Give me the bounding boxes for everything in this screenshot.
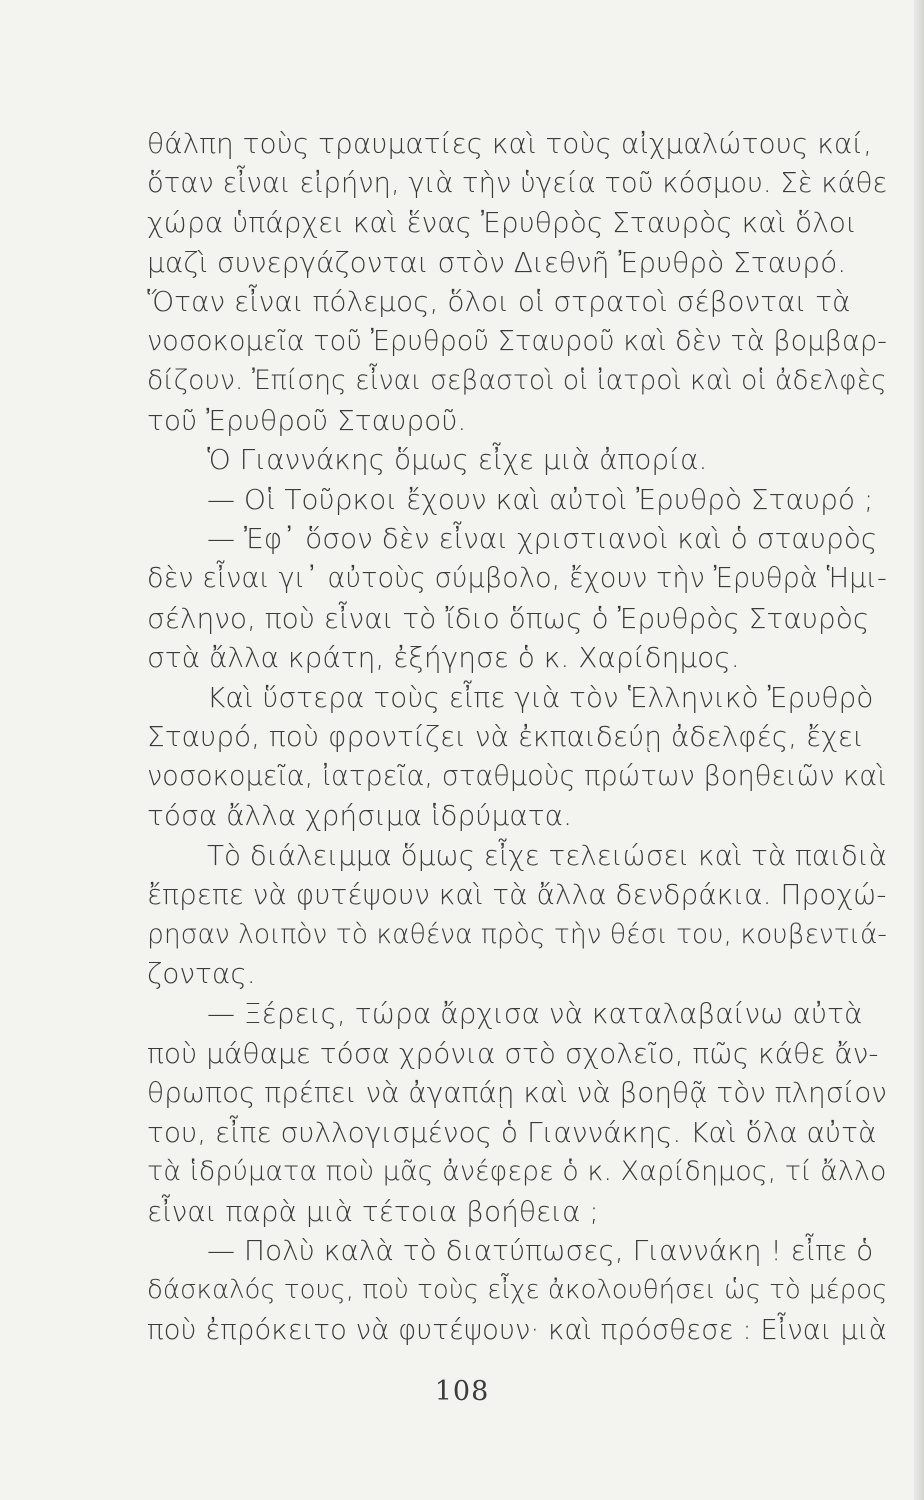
text-line: Καὶ ὕστερα τοὺς εἶπε γιὰ τὸν Ἑλληνικὸ Ἐρυθρὸ [207,680,874,714]
text-line: — Ξέρεις, τώρα ἄρχισα νὰ καταλαβαίνω αὐτὰ [207,997,863,1031]
text-line: μαζὶ συνεργάζονται στὸν Διεθνῆ Ἐρυθρὸ Σταυρό. [147,245,847,279]
text-line: εἶναι παρὰ μιὰ τέτοια βοήθεια ; [147,1194,599,1228]
text-line: Τὸ διάλειμμα ὅμως εἶχε τελειώσει καὶ τὰ παιδιὰ [207,838,887,872]
text-line: ἔπρεπε νὰ φυτέψουν καὶ τὰ ἄλλα δενδράκια. Προχώ- [147,878,887,912]
text-line: ρησαν λοιπὸν τὸ καθένα πρὸς τὴν θέσι του, κουβεντιά- [147,918,887,950]
text-line: — Πολὺ καλὰ τὸ διατύπωσες, Γιαννάκη ! εἶπε ὁ [207,1234,874,1268]
text-line: ὅταν εἶναι εἰρήνη, γιὰ τὴν ὑγεία τοῦ κόσμου. Σὲ κάθε [147,167,888,199]
text-line: Ὅταν εἶναι πόλεμος, ὅλοι οἱ στρατοὶ σέβονται τὰ [147,285,851,319]
text-line: δίζουν. Ἐπίσης εἶναι σεβαστοὶ οἱ ἰατροὶ καὶ οἱ ἀδελφὲς [147,365,887,397]
text-line: Σταυρό, ποὺ φροντίζει νὰ ἐκπαιδεύῃ ἀδελφές, ἔχει [147,720,864,754]
text-line: νοσοκομεῖα, ἰατρεῖα, σταθμοὺς πρώτων βοηθειῶν καὶ [147,760,887,792]
text-line: τοῦ Ἐρυθροῦ Σταυροῦ. [147,403,467,437]
text-line: ποὺ ἐπρόκειτο νὰ φυτέψουν· καὶ πρόσθεσε : Εἶναι μιὰ [147,1313,887,1347]
text-line: θάλπη τοὺς τραυματίες καὶ τοὺς αἰχμαλώτους καί, [147,127,873,160]
text-line: ποὺ μάθαμε τόσα χρόνια στὸ σχολεῖο, πῶς κάθε ἄν- [147,1036,879,1070]
text-line: νοσοκομεῖα τοῦ Ἐρυθροῦ Σταυροῦ καὶ δὲν τὰ βομβαρ- [147,325,887,357]
text-line: του, εἶπε συλλογισμένος ὁ Γιαννάκης. Καὶ ὅλα αὐτὰ [147,1115,877,1149]
page-number: 108 [434,1376,490,1407]
text-line: — Οἱ Τοῦρκοι ἔχουν καὶ αὐτοὶ Ἐρυθρὸ Σταυρό ; [207,482,874,516]
text-line: Ὁ Γιαννάκης ὅμως εἶχε μιὰ ἀπορία. [207,443,708,477]
text-line: χώρα ὑπάρχει καὶ ἕνας Ἐρυθρὸς Σταυρὸς καὶ ὅλοι [147,206,857,240]
text-line: θρωπος πρέπει νὰ ἀγαπάῃ καὶ νὰ βοηθᾷ τὸν πλησίον [147,1076,887,1110]
text-line: δάσκαλός τους, ποὺ τοὺς εἶχε ἀκολουθήσει ὡς τὸ μέρος [147,1274,888,1305]
page-edge-shadow [914,0,924,1500]
body-text [147,124,887,1350]
text-line: σέληνο, ποὺ εἶναι τὸ ἴδιο ὅπως ὁ Ἐρυθρὸς Σταυρὸς [147,601,870,635]
text-line: δὲν εἶναι γι᾽ αὐτοὺς σύμβολο, ἔχουν τὴν Ἐρυθρὰ Ἡμι- [147,563,887,595]
text-line: τόσα ἄλλα χρήσιμα ἱδρύματα. [147,799,572,833]
text-line: ζοντας. [147,957,256,991]
text-line: τὰ ἱδρύματα ποὺ μᾶς ἀνέφερε ὁ κ. Χαρίδημος, τί ἄλλο [147,1156,887,1188]
text-line: — Ἐφ᾽ ὅσον δὲν εἶναι χριστιανοὶ καὶ ὁ σταυρὸς [207,522,878,556]
text-line: στὰ ἄλλα κράτη, ἐξήγησε ὁ κ. Χαρίδημος. [147,641,740,675]
